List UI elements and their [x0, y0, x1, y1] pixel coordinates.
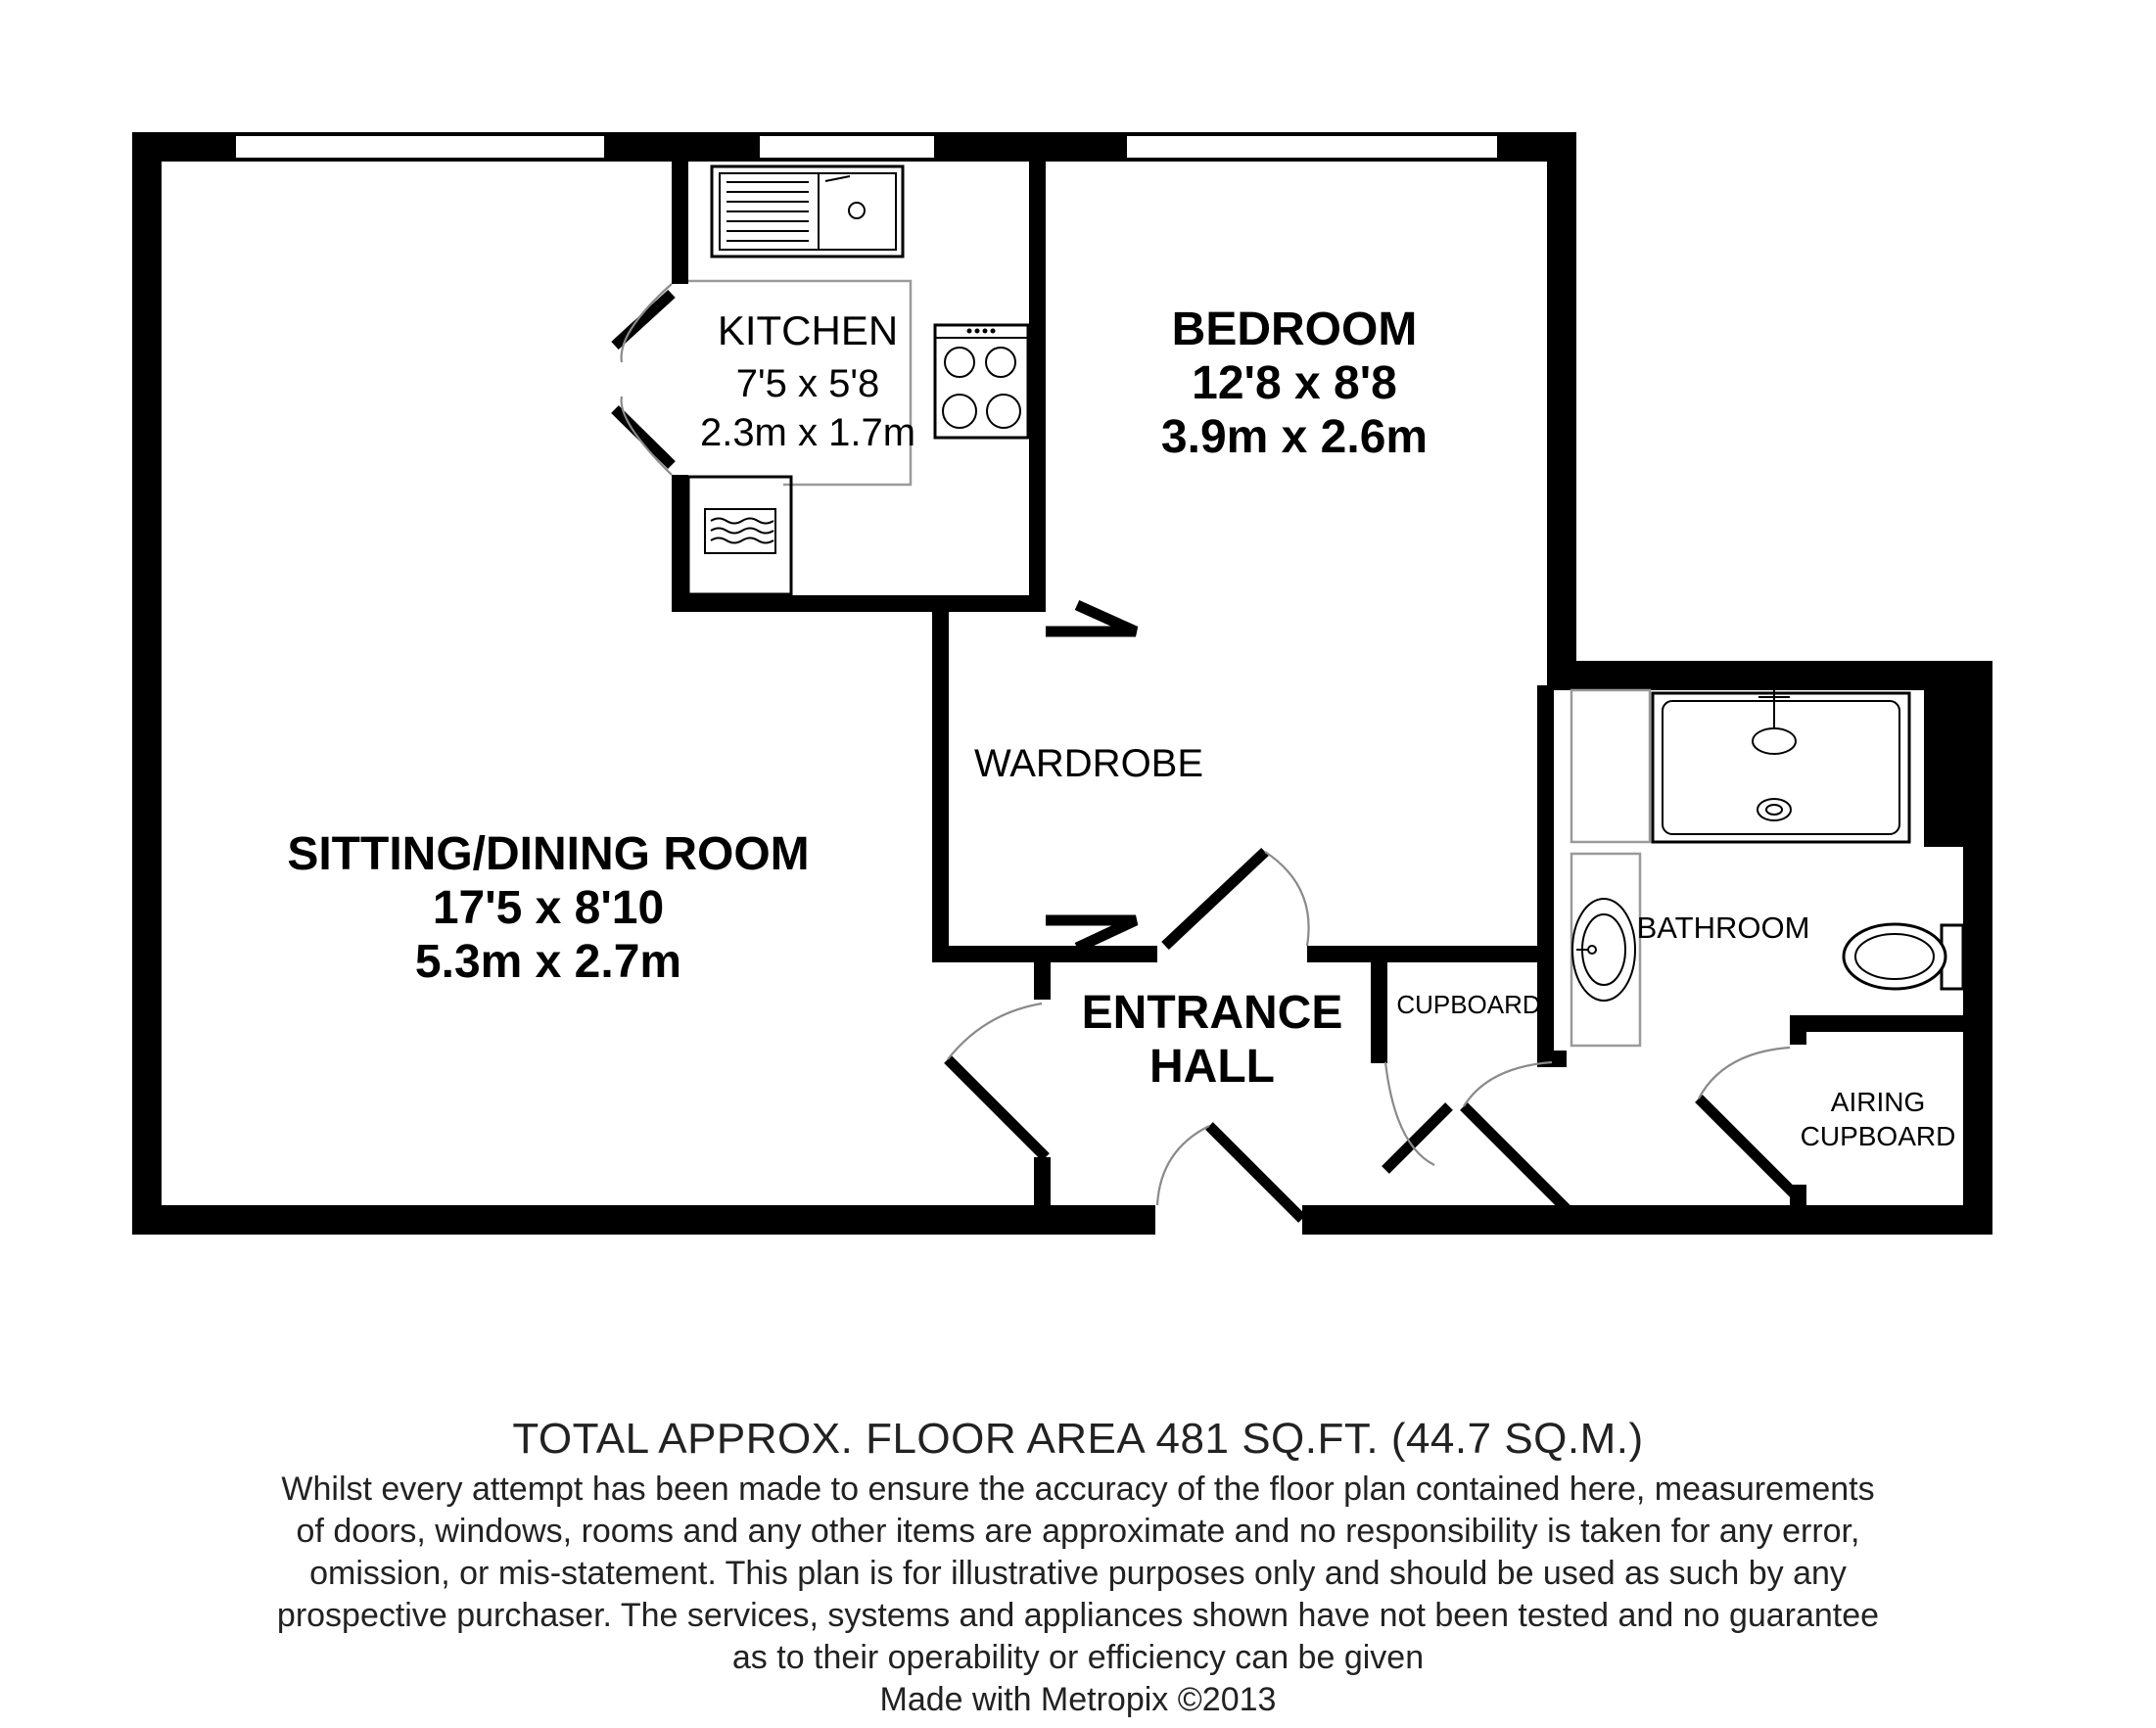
footer: [0, 1412, 2156, 1721]
disclaimer-line: prospective purchaser. The services, systems and appliances shown have not been tested and no guarantee: [276, 1597, 1880, 1634]
front-door-icon: [1157, 1126, 1302, 1219]
wardrobe-label: WARDROBE: [973, 742, 1204, 785]
disclaimer-line: omission, or mis-statement. This plan is for illustrative purposes only and should be used as such by any: [309, 1555, 1847, 1592]
disclaimer-line: Whilst every attempt has been made to ensure the accuracy of the floor plan contained here, measurements: [281, 1471, 1875, 1508]
sitting-room-door-icon: [948, 1004, 1046, 1157]
entrance-hall-line1: ENTRANCE: [1081, 987, 1343, 1039]
bedroom-dim-metric: 3.9m x 2.6m: [1160, 411, 1429, 463]
basin-icon: [1571, 854, 1640, 1046]
sitting-dining-dim-metric: 5.3m x 2.7m: [414, 936, 682, 988]
made-with-credit: Made with Metropix ©2013: [879, 1681, 1277, 1718]
bedroom-door-icon: [1165, 852, 1309, 946]
entrance-hall-line2: HALL: [1149, 1041, 1275, 1093]
entrance-hall-label: [1082, 987, 1343, 1093]
walls: [132, 132, 1992, 1235]
bath-icon: [1571, 690, 1909, 842]
bathroom-door-icon: [1464, 1062, 1567, 1209]
hob-icon: [935, 325, 1028, 438]
airing-cupboard-door-icon: [1699, 1048, 1797, 1196]
bathroom-label: BATHROOM: [1636, 911, 1810, 945]
kitchen-dim-metric: 2.3m x 1.7m: [699, 411, 916, 454]
kitchen-dim-imperial: 7'5 x 5'8: [735, 362, 880, 405]
bedroom-name: BEDROOM: [1171, 304, 1418, 355]
kitchen-name: KITCHEN: [717, 307, 899, 353]
cupboard-label: CUPBOARD: [1396, 990, 1541, 1019]
washing-machine-icon: [688, 477, 791, 594]
bedroom-dim-imperial: 12'8 x 8'8: [1192, 357, 1397, 409]
airing-cupboard-label: [1801, 1087, 1956, 1151]
bedroom-label: [1161, 304, 1428, 463]
sitting-dining-label: [287, 828, 809, 988]
toilet-icon: [1844, 924, 1963, 989]
sitting-dining-name: SITTING/DINING ROOM: [287, 828, 810, 880]
airing-cupboard-line1: AIRING: [1830, 1087, 1926, 1117]
disclaimer-line: as to their operability or efficiency can be given: [731, 1639, 1425, 1676]
kitchen-doors-icon: [615, 284, 672, 475]
cupboard-door-icon: [1385, 1062, 1449, 1170]
sink-icon: [712, 166, 903, 257]
total-floor-area: TOTAL APPROX. FLOOR AREA 481 SQ.FT. (44.7 SQ.M.): [512, 1415, 1644, 1463]
disclaimer-line: of doors, windows, rooms and any other items are approximate and no responsibility is taken for any error,: [296, 1513, 1860, 1550]
kitchen-label: [700, 307, 915, 454]
sitting-dining-dim-imperial: 17'5 x 8'10: [432, 882, 665, 934]
airing-cupboard-line2: CUPBOARD: [1800, 1121, 1956, 1151]
windows: [235, 135, 1498, 159]
disclaimer: [0, 1469, 2156, 1679]
